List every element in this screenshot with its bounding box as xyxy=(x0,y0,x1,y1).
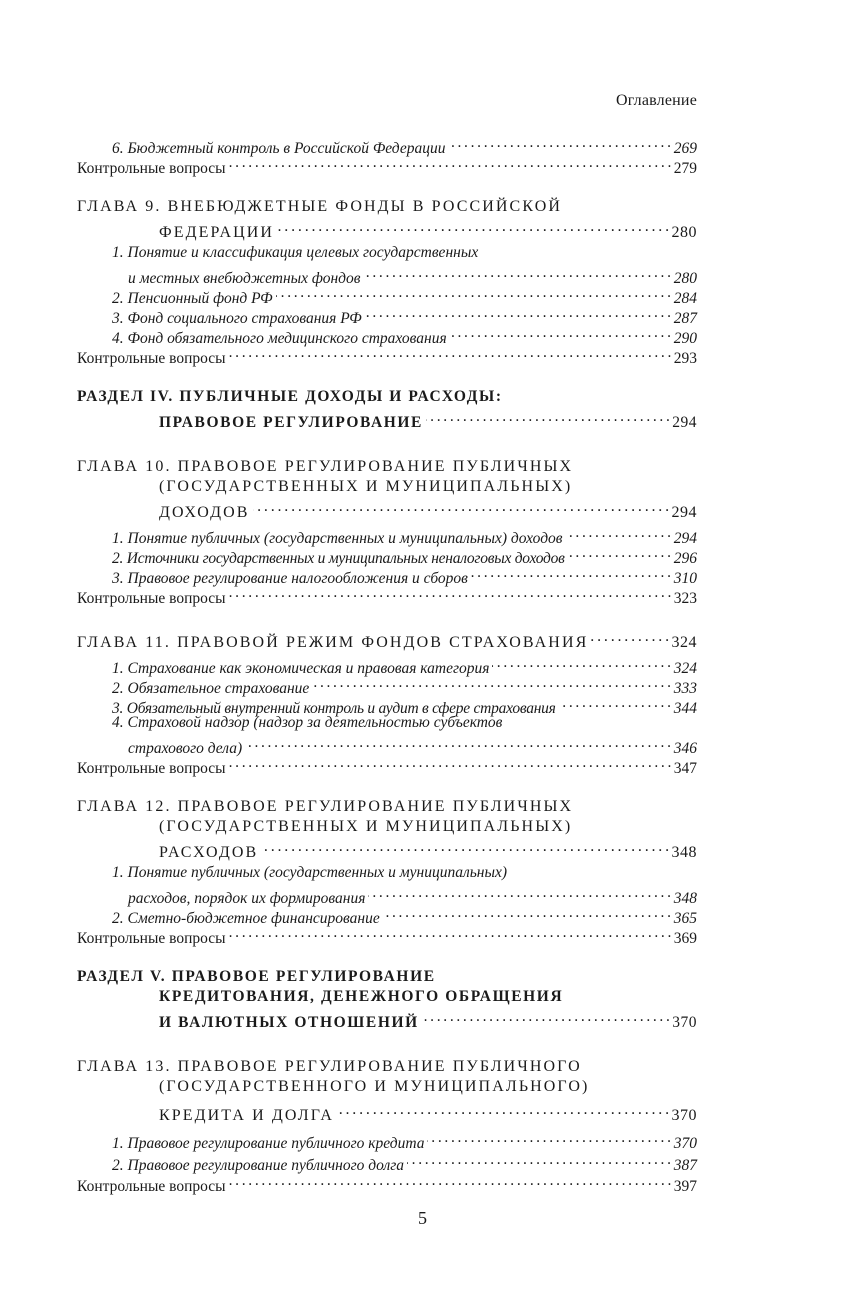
toc-entry[interactable] xyxy=(112,283,697,307)
chapter-heading-cont[interactable]: (ГОСУДАРСТВЕННОГО И МУНИЦИПАЛЬНОГО) xyxy=(159,1078,590,1095)
toc-entry[interactable] xyxy=(112,903,697,927)
toc-entry-title: Контрольные вопросы xyxy=(77,160,226,177)
leader-dots xyxy=(471,563,671,583)
toc-entry-title: Контрольные вопросы xyxy=(77,590,226,607)
toc-entry-title: 6. Бюджетный контроль в Российской Федерации xyxy=(112,140,446,157)
toc-entry-title[interactable]: 1. Понятие и классификация целевых государственных xyxy=(112,244,479,261)
toc-entry[interactable] xyxy=(159,497,697,521)
leader-dots xyxy=(363,263,670,283)
toc-entry[interactable] xyxy=(159,217,697,241)
toc-entry-page: 344 xyxy=(673,700,697,717)
leader-dots xyxy=(261,837,668,857)
toc-entry-page: 294 xyxy=(671,504,697,521)
leader-dots xyxy=(566,523,671,543)
leader-dots xyxy=(448,133,670,153)
toc-entry[interactable] xyxy=(159,1007,697,1031)
leader-dots xyxy=(383,903,671,923)
toc-entry[interactable] xyxy=(112,133,697,157)
toc-entry-page: 365 xyxy=(673,910,697,927)
part-heading[interactable]: РАЗДЕЛ V. ПРАВОВОЕ РЕГУЛИРОВАНИЕ xyxy=(77,968,436,985)
toc-entry-title: ПРАВОВОЕ РЕГУЛИРОВАНИЕ xyxy=(159,414,423,431)
chapter-heading[interactable]: ГЛАВА 9. ВНЕБЮДЖЕТНЫЕ ФОНДЫ В РОССИЙСКОЙ xyxy=(77,198,563,215)
toc-entry[interactable] xyxy=(77,153,697,177)
toc-entry-title: РАСХОДОВ xyxy=(159,844,259,861)
toc-entry-title: 2. Правовое регулирование публичного долга xyxy=(112,1157,405,1174)
toc-entry-title: И ВАЛЮТНЫХ ОТНОШЕНИЙ xyxy=(159,1014,419,1031)
toc-entry-title: КРЕДИТА И ДОЛГА xyxy=(159,1107,334,1124)
toc-entry[interactable] xyxy=(159,1100,697,1124)
toc-entry[interactable] xyxy=(159,407,697,431)
toc-entry-title: Контрольные вопросы xyxy=(77,1178,226,1195)
toc-entry[interactable] xyxy=(128,263,697,287)
leader-dots xyxy=(229,923,671,943)
toc-entry-page: 284 xyxy=(673,290,697,307)
toc-entry-page: 310 xyxy=(673,570,697,587)
leader-dots xyxy=(276,283,671,303)
leader-dots xyxy=(229,583,671,603)
toc-entry-page: 370 xyxy=(673,1135,697,1152)
leader-dots xyxy=(407,1150,671,1170)
toc-entry[interactable] xyxy=(112,673,697,697)
chapter-heading-cont[interactable]: (ГОСУДАРСТВЕННЫХ И МУНИЦИПАЛЬНЫХ) xyxy=(159,818,573,835)
leader-dots xyxy=(422,1007,669,1027)
toc-entry-title: Контрольные вопросы xyxy=(77,760,226,777)
leader-dots xyxy=(559,693,671,713)
toc-entry[interactable] xyxy=(112,523,697,547)
leader-dots xyxy=(229,753,671,773)
chapter-heading-cont[interactable]: (ГОСУДАРСТВЕННЫХ И МУНИЦИПАЛЬНЫХ) xyxy=(159,478,573,495)
toc-entry-title: 2. Обязательное страхование xyxy=(112,680,310,697)
toc-entry-page: 324 xyxy=(671,634,697,651)
leader-dots xyxy=(229,153,671,173)
toc-entry-title: Контрольные вопросы xyxy=(77,350,226,367)
toc-entry[interactable] xyxy=(112,693,697,717)
toc-entry-title: 2. Источники государственных и муниципальных неналоговых доходов xyxy=(112,550,565,567)
toc-entry-page: 290 xyxy=(673,330,697,347)
leader-dots xyxy=(427,1128,670,1148)
toc-entry-page: 369 xyxy=(673,930,697,947)
toc-entry-title[interactable]: 4. Страховой надзор (надзор за деятельностью субъектов xyxy=(112,714,503,731)
toc-entry[interactable] xyxy=(77,627,697,651)
toc-entry[interactable] xyxy=(112,543,697,567)
toc-entry-title: Контрольные вопросы xyxy=(77,930,226,947)
toc-entry-page: 323 xyxy=(673,590,697,607)
toc-entry-page: 294 xyxy=(672,414,697,431)
leader-dots xyxy=(591,627,668,647)
part-heading-cont[interactable]: КРЕДИТОВАНИЯ, ДЕНЕЖНОГО ОБРАЩЕНИЯ xyxy=(159,988,564,1005)
toc-entry-page: 387 xyxy=(673,1157,697,1174)
chapter-heading[interactable]: ГЛАВА 13. ПРАВОВОЕ РЕГУЛИРОВАНИЕ ПУБЛИЧНОГО xyxy=(77,1058,582,1075)
toc-entry[interactable] xyxy=(112,303,697,327)
toc-entry[interactable] xyxy=(77,1171,697,1195)
toc-entry-title: расходов, порядок их формирования xyxy=(128,890,366,907)
toc-entry-page: 370 xyxy=(671,1107,697,1124)
toc-entry[interactable] xyxy=(77,753,697,777)
leader-dots xyxy=(365,303,671,323)
toc-entry[interactable] xyxy=(112,1128,697,1152)
toc-entry-page: 269 xyxy=(673,140,697,157)
leader-dots xyxy=(245,733,671,753)
toc-entry-page: 348 xyxy=(671,844,697,861)
toc-entry-page: 333 xyxy=(673,680,697,697)
toc-entry-title: 2. Сметно-бюджетное финансирование xyxy=(112,910,380,927)
toc-entry-title: ГЛАВА 11. ПРАВОВОЙ РЕЖИМ ФОНДОВ СТРАХОВАНИЯ xyxy=(77,634,589,651)
leader-dots xyxy=(450,323,671,343)
leader-dots xyxy=(426,407,669,427)
toc-entry-title[interactable]: 1. Понятие публичных (государственных и муниципальных) xyxy=(112,864,508,881)
toc-entry-title: 4. Фонд обязательного медицинского страхования xyxy=(112,330,447,347)
toc-entry-page: 296 xyxy=(673,550,697,567)
toc-entry-page: 346 xyxy=(673,740,697,757)
toc-entry-page: 279 xyxy=(673,160,697,177)
toc-entry-page: 347 xyxy=(673,760,697,777)
toc-entry-page: 324 xyxy=(673,660,697,677)
toc-entry[interactable] xyxy=(128,883,697,907)
leader-dots xyxy=(337,1100,669,1120)
toc-entry-page: 287 xyxy=(673,310,697,327)
leader-dots xyxy=(492,653,670,673)
leader-dots xyxy=(253,497,669,517)
toc-entry[interactable] xyxy=(159,837,697,861)
toc-entry[interactable] xyxy=(128,733,697,757)
page-number: 5 xyxy=(418,1208,427,1228)
toc-entry[interactable] xyxy=(77,583,697,607)
toc-entry[interactable] xyxy=(112,653,697,677)
toc-entry[interactable] xyxy=(77,343,697,367)
toc-entry-title: 3. Правовое регулирование налогообложения и сборов xyxy=(112,570,468,587)
leader-dots xyxy=(368,883,670,903)
toc-entry-page: 348 xyxy=(673,890,697,907)
chapter-heading[interactable]: ГЛАВА 10. ПРАВОВОЕ РЕГУЛИРОВАНИЕ ПУБЛИЧНЫХ xyxy=(77,458,574,475)
part-heading[interactable]: РАЗДЕЛ IV. ПУБЛИЧНЫЕ ДОХОДЫ И РАСХОДЫ: xyxy=(77,388,503,405)
toc-entry[interactable] xyxy=(112,1150,697,1174)
running-header: Оглавление xyxy=(615,92,697,109)
toc-entry[interactable] xyxy=(112,563,697,587)
toc-entry[interactable] xyxy=(77,923,697,947)
toc-entry-title: 3. Фонд социального страхования РФ xyxy=(112,310,362,327)
toc-entry-title: 1. Страхование как экономическая и правовая категория xyxy=(112,660,490,677)
leader-dots xyxy=(229,343,671,363)
toc-entry-title: и местных внебюджетных фондов xyxy=(128,270,361,287)
toc-entry-page: 280 xyxy=(673,270,697,287)
leader-dots xyxy=(568,543,671,563)
toc-entry-title: 1. Правовое регулирование публичного кредита xyxy=(112,1135,425,1152)
toc-entry-title: 3. Обязательный внутренний контроль и аудит в сфере страхования xyxy=(112,700,556,717)
toc-entry[interactable] xyxy=(112,323,697,347)
toc-entry-page: 293 xyxy=(673,350,697,367)
toc-entry-title: страхового дела) xyxy=(128,740,243,757)
toc-entry-title: 1. Понятие публичных (государственных и муниципальных) доходов xyxy=(112,530,563,547)
toc-entry-page: 397 xyxy=(673,1178,697,1195)
leader-dots xyxy=(277,217,668,237)
leader-dots xyxy=(312,673,670,693)
toc-entry-title: ДОХОДОВ xyxy=(159,504,250,521)
chapter-heading[interactable]: ГЛАВА 12. ПРАВОВОЕ РЕГУЛИРОВАНИЕ ПУБЛИЧНЫХ xyxy=(77,798,574,815)
toc-entry-page: 370 xyxy=(672,1014,697,1031)
toc-entry-page: 294 xyxy=(673,530,697,547)
toc-entry-page: 280 xyxy=(671,224,697,241)
toc-entry-title: 2. Пенсионный фонд РФ xyxy=(112,290,273,307)
toc-entry-title: ФЕДЕРАЦИИ xyxy=(159,224,275,241)
leader-dots xyxy=(229,1171,671,1191)
